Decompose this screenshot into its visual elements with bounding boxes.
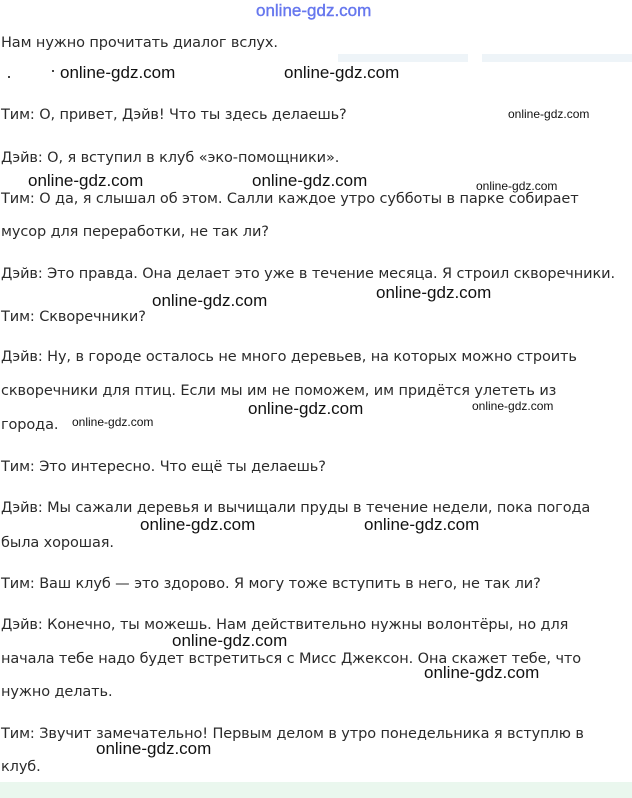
watermark: online-gdz.com xyxy=(252,171,368,190)
dialogue-line: Дэйв: Конечно, ты можешь. Нам действительно нужны волонтёры, но для xyxy=(1,617,569,633)
top-decor-band xyxy=(338,54,468,62)
watermark: online-gdz.com xyxy=(376,283,492,302)
watermark: online-gdz.com xyxy=(364,515,480,534)
dialogue-line: начала тебе надо будет встретиться с Мисс Джексон. Она скажет тебе, что xyxy=(1,651,582,667)
watermark: online-gdz.com xyxy=(72,415,154,429)
site-watermark-header: online-gdz.com xyxy=(256,1,372,20)
dialogue-line: Тим: О да, я слышал об этом. Салли каждое утро субботы в парке собирает xyxy=(1,191,579,207)
dialogue-line: Тим: О, привет, Дэйв! Что ты здесь делаешь? xyxy=(1,107,347,123)
dialogue-line: Тим: Скворечники? xyxy=(1,309,146,325)
watermark: online-gdz.com xyxy=(424,663,540,682)
dialogue-line: Тим: Ваш клуб — это здорово. Я могу тоже вступить в него, не так ли? xyxy=(1,576,541,592)
dialogue-line: Тим: Это интересно. Что ещё ты делаешь? xyxy=(1,459,326,475)
watermark: online-gdz.com xyxy=(152,291,268,310)
watermark: online-gdz.com xyxy=(472,399,554,413)
dialogue-line: скворечники для птиц. Если мы им не поможем, им придётся улететь из xyxy=(1,383,557,399)
watermark: online-gdz.com xyxy=(28,171,144,190)
dialogue-line: Дэйв: Ну, в городе осталось не много деревьев, на которых можно строить xyxy=(1,349,577,365)
dialogue-line: Дэйв: Это правда. Она делает это уже в течение месяца. Я строил скворечники. xyxy=(1,266,615,282)
intro-text: Нам нужно прочитать диалог вслух. xyxy=(1,35,278,51)
dialogue-line: Тим: Звучит замечательно! Первым делом в утро понедельника я вступлю в xyxy=(1,726,584,742)
stray-dot xyxy=(8,76,10,78)
watermark: online-gdz.com xyxy=(248,399,364,418)
dialogue-line: клуб. xyxy=(1,759,41,775)
watermark: online-gdz.com xyxy=(60,63,176,82)
watermark: online-gdz.com xyxy=(284,63,400,82)
bottom-decor-band xyxy=(0,782,632,798)
dialogue-line: мусор для переработки, не так ли? xyxy=(1,224,269,240)
watermark: online-gdz.com xyxy=(172,631,288,650)
stray-dot xyxy=(52,70,54,72)
watermark: online-gdz.com xyxy=(140,515,256,534)
dialogue-line: Дэйв: О, я вступил в клуб «эко-помощники». xyxy=(1,150,340,166)
dialogue-line: Дэйв: Мы сажали деревья и вычищали пруды в течение недели, пока погода xyxy=(1,500,591,516)
top-decor-band xyxy=(482,54,632,62)
dialogue-line: нужно делать. xyxy=(1,684,113,700)
dialogue-line: города. xyxy=(1,417,59,433)
watermark: online-gdz.com xyxy=(96,739,212,758)
dialogue-line: была хорошая. xyxy=(1,535,114,551)
watermark: online-gdz.com xyxy=(508,107,590,121)
watermark: online-gdz.com xyxy=(476,179,558,193)
